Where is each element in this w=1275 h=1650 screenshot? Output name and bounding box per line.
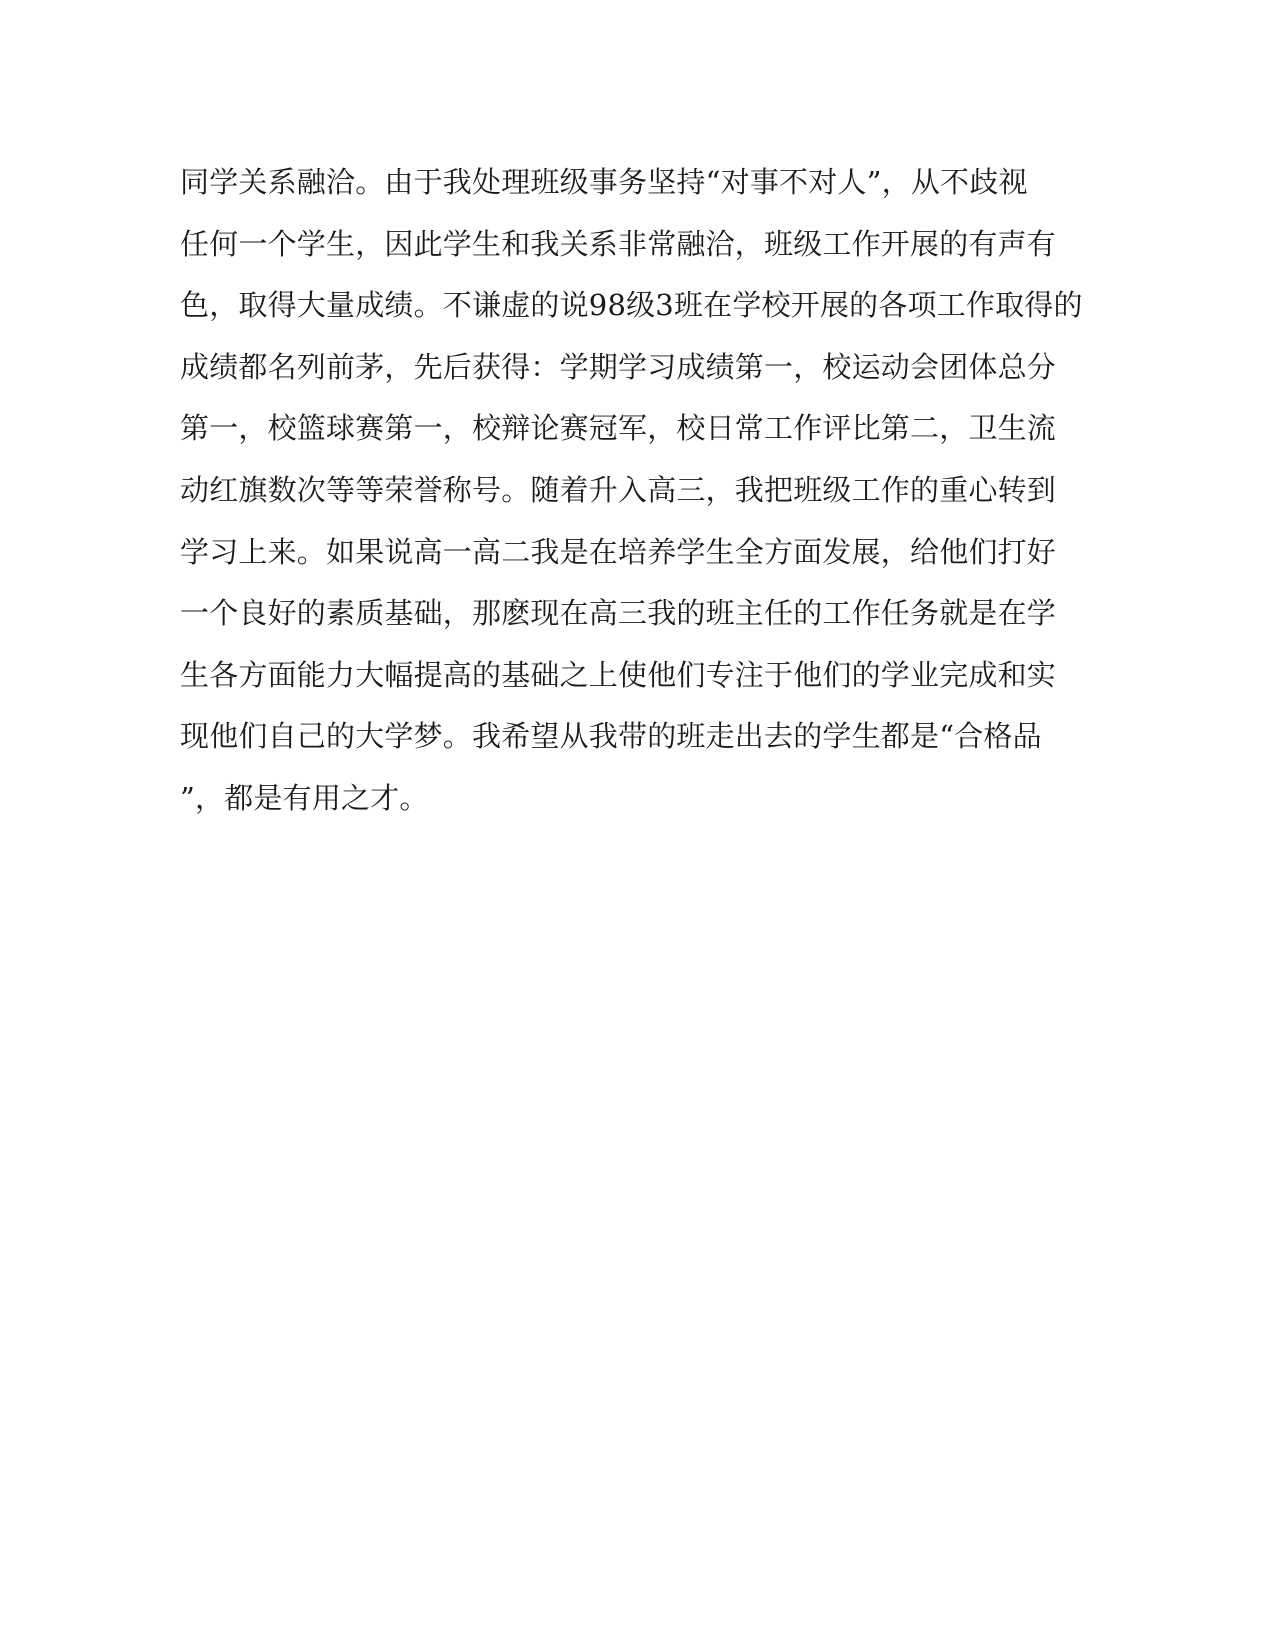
text-line: 现他们自己的大学梦。我希望从我带的班走出去的学生都是“合格品 <box>180 719 1042 754</box>
text-line: 生各方面能力大幅提高的基础之上使他们专注于他们的学业完成和实 <box>180 657 1057 692</box>
text-line: 成绩都名列前茅，先后获得：学期学习成绩第一，校运动会团体总分 <box>180 349 1057 384</box>
body-paragraph <box>180 158 1083 836</box>
text-line: 第一，校篮球赛第一，校辩论赛冠军，校日常工作评比第二，卫生流 <box>180 411 1057 446</box>
text-line: 动红旗数次等等荣誉称号。随着升入高三，我把班级工作的重心转到 <box>180 472 1057 507</box>
text-line: 一个良好的素质基础，那麽现在高三我的班主任的工作任务就是在学 <box>180 596 1057 631</box>
text-line: 同学关系融洽。由于我处理班级事务坚持“对事不对人”，从不歧视 <box>180 165 1028 199</box>
text-line: 学习上来。如果说高一高二我是在培养学生全方面发展，给他们打好 <box>180 534 1057 569</box>
text-line: 任何一个学生，因此学生和我关系非常融洽，班级工作开展的有声有 <box>180 226 1057 261</box>
text-line: ”，都是有用之才。 <box>180 780 429 815</box>
text-line: 色，取得大量成绩。不谦虚的说98级3班在学校开展的各项工作取得的 <box>180 288 1083 323</box>
